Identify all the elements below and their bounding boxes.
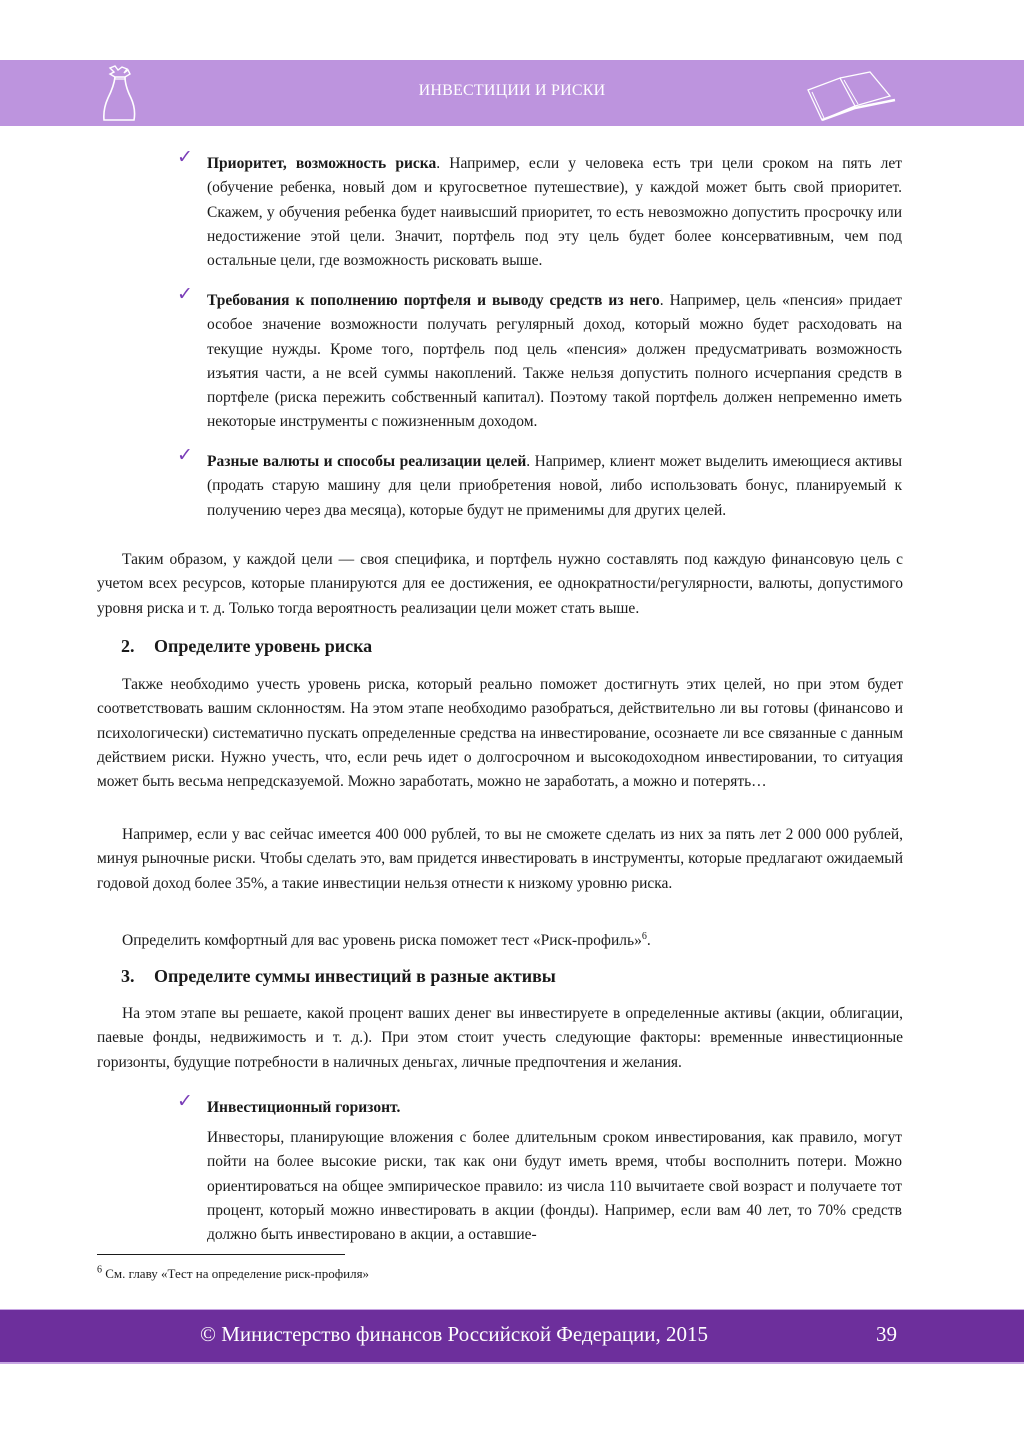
bullet-text: . Например, клиент может выделить имеющиеся активы (продать старую машину для цели приобретения новой, либо использовать бонус, планируемый к получению через два месяца), которые будут не применимы для других целей. <box>207 453 902 519</box>
paragraph-text: Определить комфортный для вас уровень риска поможет тест «Риск-профиль» <box>122 932 642 949</box>
page-number: 39 <box>876 1322 897 1346</box>
running-header-title: ИНВЕСТИЦИИ И РИСКИ <box>418 82 606 99</box>
bullet-heading: Разные валюты и способы реализации целей <box>207 453 527 470</box>
section-title: Определите уровень риска <box>154 636 373 656</box>
footnote-text: См. главу «Тест на определение риск-профиля» <box>102 1266 370 1281</box>
bullet-heading: Требования к пополнению портфеля и выводу средств из него <box>207 292 660 309</box>
bullet-replenishment <box>207 289 902 435</box>
section-3-paragraph-1: На этом этапе вы решаете, какой процент ваших денег вы инвестируете в определенные активы (акции, облигации, паевые фонды, недвижимость и т. д.). При этом стоит учесть следующие факторы: временные инвестиционные горизонты, будущие потребности в наличных деньгах, личные предпочтения и желания. <box>97 1005 903 1071</box>
section-number: 3. <box>121 966 135 986</box>
section-3-heading <box>121 966 556 987</box>
horizon-paragraph: Инвесторы, планирующие вложения с более длительным сроком инвестирования, как правило, могут пойти на более высокие риски, так как они будут иметь время, чтобы восполнить потери. Можно ориентироваться на общее эмпирическое правило: из числа 110 вычитаете свой возраст и получаете тот процент, который можно инвестировать в акции (фонды). Например, если вам 40 лет, то 70% средств должно быть инвестировано в акции, а оставшие- <box>207 1129 902 1244</box>
footnote-reference[interactable]: 6 <box>641 930 647 942</box>
bullet-priority <box>207 152 902 273</box>
footnote <box>97 1266 369 1282</box>
summary-paragraph: Таким образом, у каждой цели — своя специфика, и портфель нужно составлять под каждую финансовую цель с учетом всех ресурсов, которые планируются для ее достижения, ее однократности/регулярности, валюты, допустимого уровня риска и т. д. Только тогда вероятность реализации цели может стать выше. <box>97 551 903 617</box>
bullet-text: . Например, цель «пенсия» придает особое значение возможности получать регулярный доход, который можно будет расходовать на текущие нужды. Кроме того, портфель под цель «пенсия» должен предусматривать возможность изъятия части, а не всей суммы накоплений. Также нельзя допустить полного исчерпания средств в портфеле (риска пережить собственный капитал). Поэтому такой портфель должен непременно иметь некоторые инструменты с пожизненным доходом. <box>207 292 902 431</box>
section-2-heading <box>121 636 372 657</box>
bullet-text: . Например, если у человека есть три цели сроком на пять лет (обучение ребенка, новый дом и кругосветное путешествие), у каждой может быть свой приоритет. Скажем, у обучения ребенка будет наивысший приоритет, то есть невозможно допустить просрочку или недостижение этой цели. Значит, портфель под эту цель будет более консервативным, чем под остальные цели, где возможность рисковать выше. <box>207 155 903 270</box>
section-2-paragraph-2: Например, если у вас сейчас имеется 400 000 рублей, то вы не сможете сделать из них за пять лет 2 000 000 рублей, минуя рыночные риски. Чтобы сделать это, вам придется инвестировать в инструменты, которые предлагают ожидаемый годовой доход более 35%, а такие инвестиции нельзя отнести к низкому уровню риска. <box>97 826 903 892</box>
section-number: 2. <box>121 636 135 656</box>
footnote-number: 6 <box>97 1264 102 1276</box>
page-footer-band <box>0 1309 1024 1364</box>
checkmark-icon: ✓ <box>177 1090 193 1112</box>
bullet-investment-horizon: Инвестиционный горизонт. <box>207 1099 401 1116</box>
paragraph-end: . <box>646 932 651 949</box>
section-2-paragraph-1: Также необходимо учесть уровень риска, который реально поможет достигнуть этих целей, но при этом будет соответствовать вашим склонностям. На этом этапе необходимо разобраться, действительно ли вы готовы (финансово и психологически) систематично пускать определенные средства на инвестирование, осознаете ли все связанные с данным действием риски. Нужно учесть, что, если речь идет о долгосрочном и высокодоходном инвестировании, то ситуация может быть весьма непредсказуемой. Можно заработать, можно не заработать, а можно и потерять… <box>97 676 903 791</box>
checkmark-icon: ✓ <box>177 444 193 466</box>
checkmark-icon: ✓ <box>177 283 193 305</box>
section-title: Определите суммы инвестиций в разные активы <box>154 966 556 986</box>
footnote-divider <box>97 1254 345 1255</box>
section-2-paragraph-3 <box>97 929 903 953</box>
page-header-band <box>0 60 1024 126</box>
open-book-icon <box>800 68 910 124</box>
copyright-text: © Министерство финансов Российской Федерации, 2015 <box>200 1322 708 1346</box>
checkmark-icon: ✓ <box>177 146 193 168</box>
bullet-heading: Приоритет, возможность риска <box>207 155 437 172</box>
bullet-currencies <box>207 450 902 523</box>
